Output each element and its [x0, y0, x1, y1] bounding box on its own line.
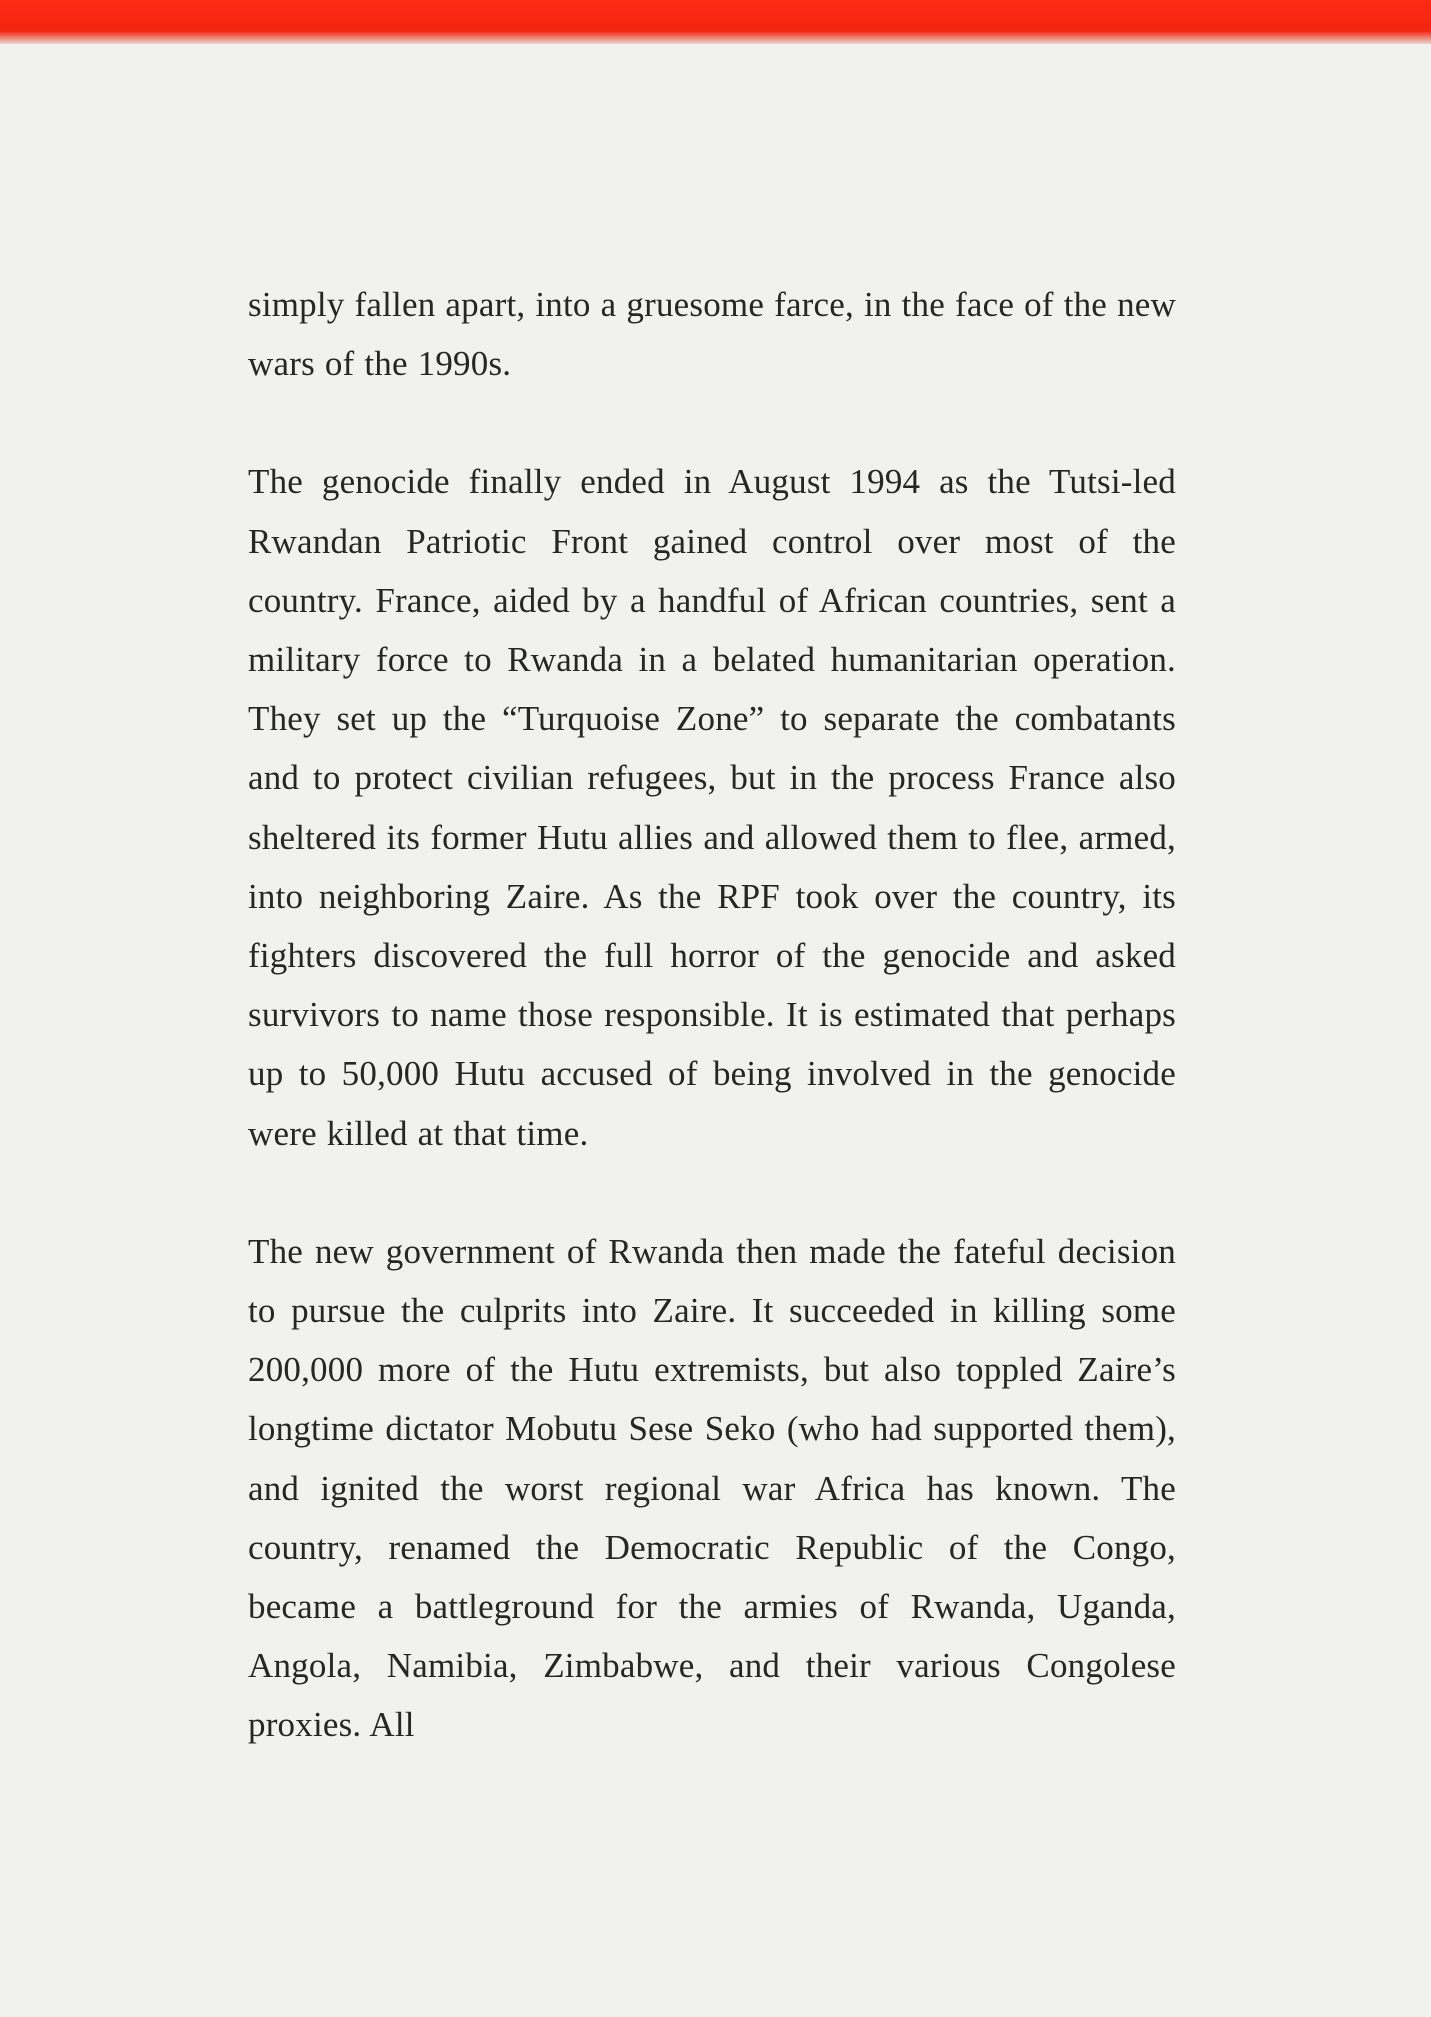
- top-color-band: [0, 0, 1431, 44]
- paragraph-2: The genocide finally ended in August 1994 as the Tutsi-led Rwandan Patriotic Front gained control over most of the country. France, aided by a handful of African countries, sent a military force to Rwanda in a belated humanitarian operation. They set up the “Turquoise Zone” to separate the combatants and to protect civilian refugees, but in the process France also sheltered its former Hutu allies and allowed them to flee, armed, into neighboring Zaire. As the RPF took over the country, its fighters discovered the full horror of the genocide and asked survivors to name those responsible. It is estimated that perhaps up to 50,000 Hutu accused of being involved in the genocide were killed at that time.: [248, 462, 1176, 1153]
- page-body: [248, 275, 1176, 1755]
- paragraph-3: The new government of Rwanda then made the fateful decision to pursue the culprits into Zaire. It succeeded in killing some 200,000 more of the Hutu extremists, but also toppled Zaire’s longtime dictator Mobutu Sese Seko (who had supported them), and ignited the worst regional war Africa has known. The country, renamed the Democratic Republic of the Congo, became a battleground for the armies of Rwanda, Uganda, Angola, Namibia, Zimbabwe, and their various Congolese proxies. All: [248, 1231, 1176, 1745]
- paragraph-1: simply fallen apart, into a gruesome farce, in the face of the new wars of the 1990s.: [248, 285, 1176, 384]
